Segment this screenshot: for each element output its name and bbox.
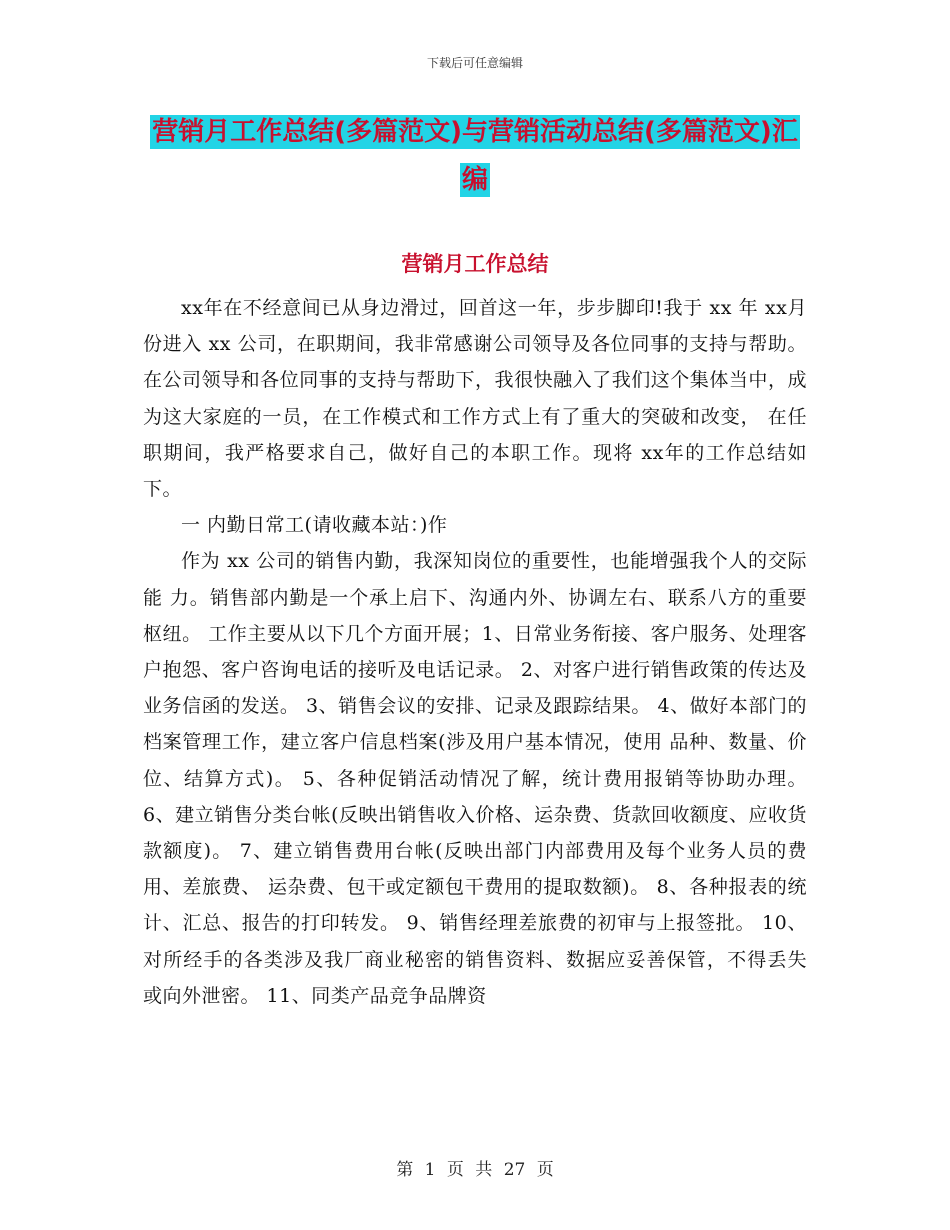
document-title (150, 108, 800, 204)
header-note: 下载后可任意编辑 (426, 56, 523, 70)
paragraph-heading-1: 一 内勤日常工(请收藏本站：)作 (181, 514, 448, 537)
page-footer: 第 1 页 共 27 页 (396, 1160, 554, 1180)
paragraph-duties: 作为 xx 公司的销售内勤，我深知岗位的重要性，也能增强我个人的交际能 力。销售部内勤是一个承上启下、沟通内外、协调左右、联系八方的重要枢纽。 工作主要从以下几个方面开展；1、日常业务衔接、客户服务、处理客户抱怨、客户咨询电话的接听及电话记录。 2、对客户进行销售政策的传达及业务信函的发送。 3、销售会议的安排、记录及跟踪结果。 4、做好本部门的档案管理工作，建立客户信息档案(涉及用户基本情况，使用 品种、数量、价位、结算方式)。 5、各种促销活动情况了解，统计费用报销等协助办理。 6、建立销售分类台帐(反映出销售收入价格、运杂费、货款回收额度、应收货 款额度)。 7、建立销售费用台帐(反映出部门内部费用及每个业务人员的费用、差旅费、 运杂费、包干或定额包干费用的提取数额)。 8、各种报表的统计、汇总、报告的打印转发。 9、销售经理差旅费的初审与上报签批。 10、对所经手的各类涉及我厂商业秘密的销售资料、数据应妥善保管，不得丢失 或向外泄密。 11、同类产品竞争品牌资 (143, 550, 808, 1007)
section-title: 营销月工作总结 (401, 252, 549, 276)
body-text (143, 290, 807, 1014)
document-title-text: 营销月工作总结(多篇范文)与营销活动总结(多篇范文)汇编 (152, 117, 798, 195)
paragraph-intro: xx年在不经意间已从身边滑过，回首这一年，步步脚印!我于 xx 年 xx月份进入 xx 公司，在职期间，我非常感谢公司领导及各位同事的支持与帮助。 在公司领导和各位同事的支持与帮助下，我很快融入了我们这个集体当中，成为这大家庭的一员，在工作模式和工作方式上有了重大的突破和改变， 在任职期间，我严格要求自己，做好自己的本职工作。现将 xx年的工作总结如下。 (143, 297, 807, 501)
